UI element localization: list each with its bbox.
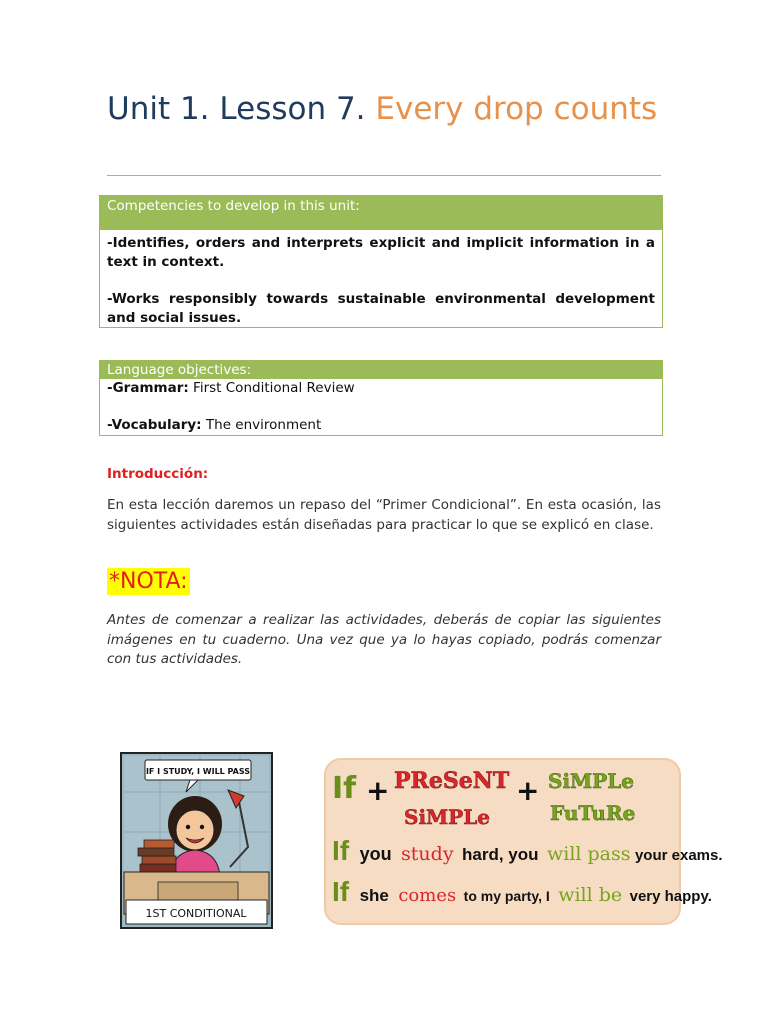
intro-text: En esta lección daremos un repaso del “Primer Condicional”. En esta ocasión, las siguientes actividades están diseñadas para practicar lo que se explicó en clase. [107, 497, 661, 533]
grammar-label: -Grammar: [107, 380, 189, 396]
note-text: Antes de comenzar a realizar las actividades, deberás de copiar las siguientes imágenes en tu cuaderno. Una vez que ya lo hayas copiado, podrás comenzar con tus actividades. [107, 612, 661, 667]
objective-vocabulary [107, 416, 655, 435]
present-word-1: PReSeNT [394, 768, 510, 794]
title-main: Unit 1. Lesson 7. [107, 91, 376, 127]
competencies-box [99, 195, 663, 328]
ex2-if: If [332, 876, 350, 907]
ex1-rest: your exams. [634, 847, 723, 864]
objectives-box [99, 360, 663, 436]
ex2-rest: very happy. [629, 888, 712, 905]
ex2-party: to my party, I [463, 888, 550, 904]
ex1-you: you [359, 844, 392, 864]
objective-grammar [107, 379, 655, 398]
ex2-comes: comes [398, 885, 457, 906]
competencies-heading: Competencies to develop in this unit: [100, 196, 662, 230]
ex1-will-pass: will pass [546, 843, 631, 865]
ex1-study: study [401, 843, 454, 865]
ex1-hard-you: hard, you [462, 845, 539, 864]
page-title [107, 90, 667, 128]
formula-plus-1: + [366, 774, 390, 807]
future-word-2: FuTuRe [550, 801, 636, 825]
comic-caption: 1ST CONDITIONAL [145, 907, 247, 920]
ex2-she: she [359, 886, 389, 905]
present-word-2: SiMPLe [404, 805, 491, 829]
comic-bubble-text: IF I STUDY, I WILL PASS [145, 767, 251, 776]
competencies-body [100, 230, 662, 328]
formula-if: If [332, 771, 357, 806]
competency-item: -Works responsibly towards sustainable environmental development and social issues. [107, 291, 655, 326]
objectives-heading: Language objectives: [100, 361, 662, 379]
future-word-1: SiMPLe [548, 769, 635, 793]
title-divider [107, 175, 661, 176]
objectives-body [100, 379, 662, 435]
ex2-will-be: will be [558, 884, 623, 906]
grammar-value: First Conditional Review [188, 380, 355, 396]
first-conditional-formula [324, 758, 723, 925]
intro-heading: Introducción: [107, 466, 209, 482]
comic-illustration [120, 752, 273, 929]
formula-plus-2: + [516, 774, 540, 807]
vocab-value: The environment [201, 417, 322, 433]
note-heading: *NOTA: [109, 569, 188, 594]
ex1-if: If [332, 835, 350, 866]
vocab-label: -Vocabulary: [107, 417, 202, 433]
title-accent: Every drop counts [375, 91, 658, 127]
competency-item: -Identifies, orders and interprets explicit and implicit information in a text in context. [107, 235, 655, 270]
